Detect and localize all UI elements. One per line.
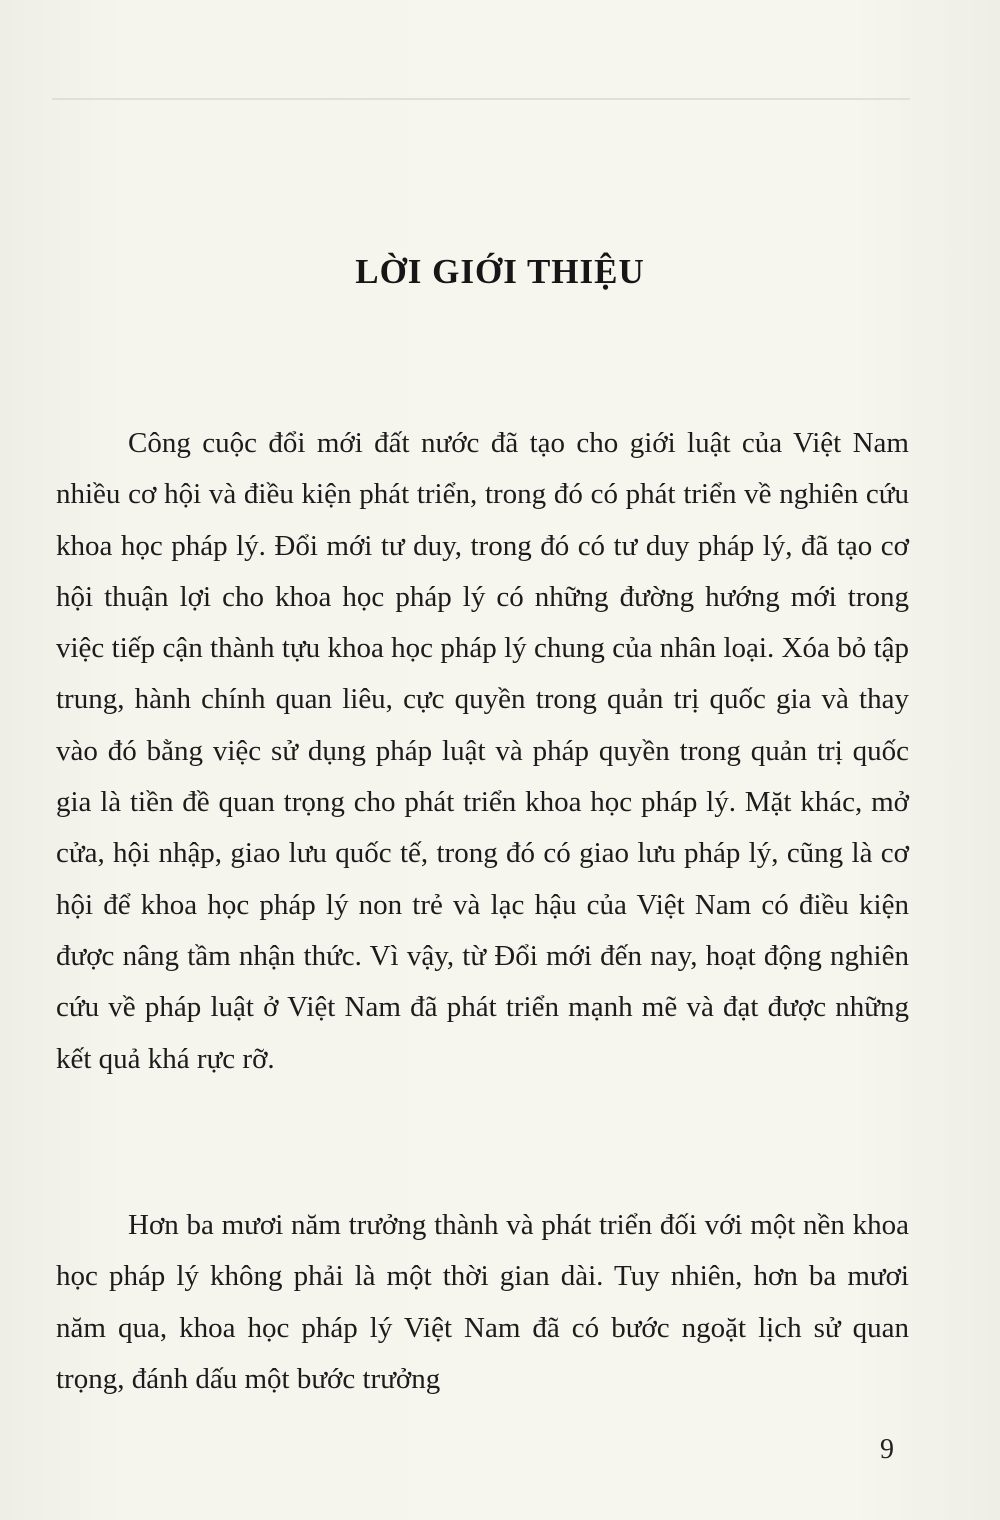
paragraph-1: Công cuộc đổi mới đất nước đã tạo cho giới luật của Việt Nam nhiều cơ hội và điều kiện phát triển, trong đó có phát triển về nghiên cứu khoa học pháp lý. Đổi mới tư duy, trong đó có tư duy pháp lý, đã tạo cơ hội thuận lợi cho khoa học pháp lý có những đường hướng mới trong việc tiếp cận thành tựu khoa học pháp lý chung của nhân loại. Xóa bỏ tập trung, hành chính quan liêu, cực quyền trong quản trị quốc gia và thay vào đó bằng việc sử dụng pháp luật và pháp quyền trong quản trị quốc gia là tiền đề quan trọng cho phát triển khoa học pháp lý. Mặt khác, mở cửa, hội nhập, giao lưu quốc tế, trong đó có giao lưu pháp lý, cũng là cơ hội để khoa học pháp lý non trẻ và lạc hậu của Việt Nam có điều kiện được nâng tầm nhận thức. Vì vậy, từ Đổi mới đến nay, hoạt động nghiên cứu về pháp luật ở Việt Nam đã phát triển mạnh mẽ và đạt được những kết quả khá rực rỡ. [56, 427, 909, 1075]
show-through-rule [52, 98, 910, 100]
page-title: LỜI GIỚI THIỆU [355, 252, 645, 291]
page-number: 9 [880, 1434, 894, 1465]
paragraph-2: Hơn ba mươi năm trưởng thành và phát triển đối với một nền khoa học pháp lý không phải là một thời gian dài. Tuy nhiên, hơn ba mươi năm qua, khoa học pháp lý Việt Nam đã có bước ngoặt lịch sử quan trọng, đánh dấu một bước trưởng [56, 1209, 909, 1395]
